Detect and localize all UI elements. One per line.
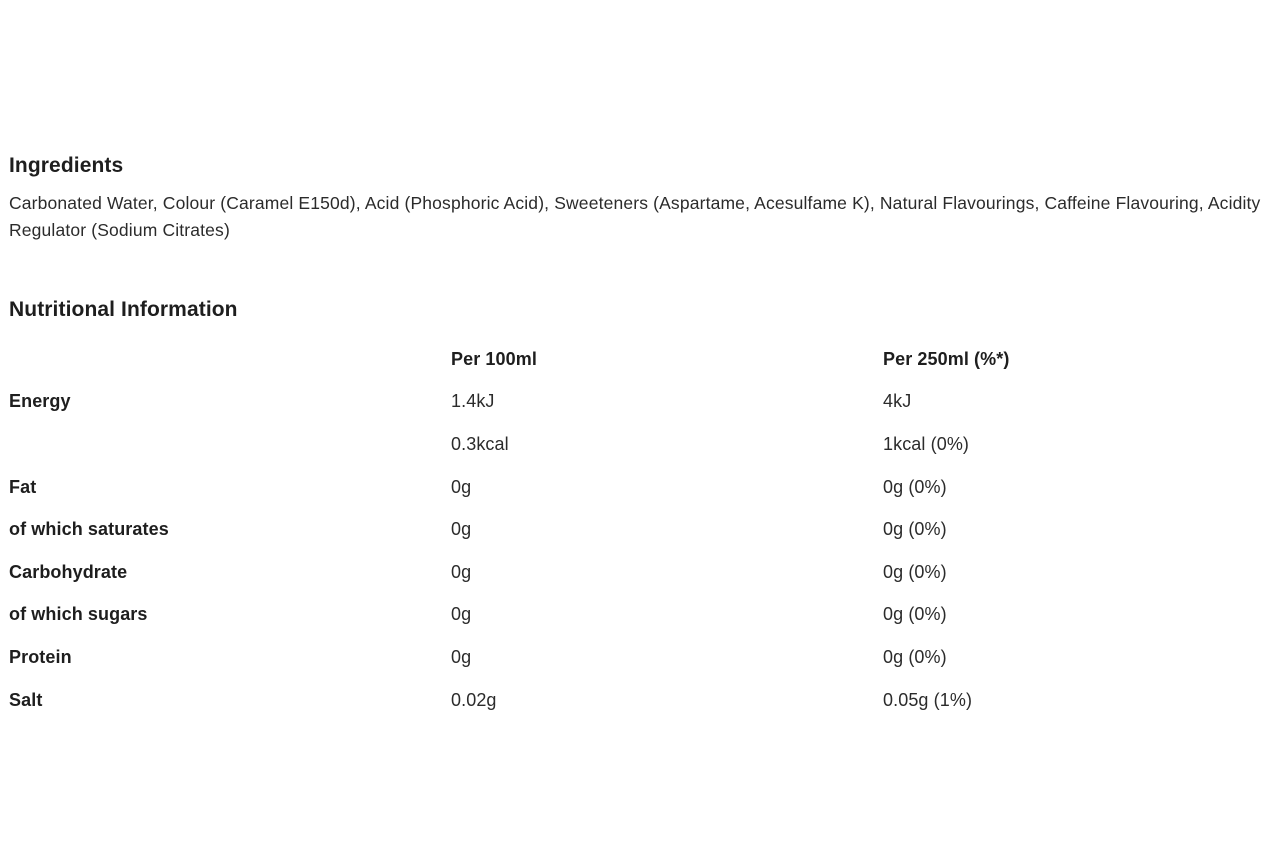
table-row <box>9 381 1280 424</box>
per-100ml-value: 0.3kcal <box>451 433 509 454</box>
row-label <box>9 423 451 466</box>
nutrition-header-row <box>9 338 1280 381</box>
table-row <box>9 636 1280 679</box>
per-250ml-value: 0g (0%) <box>883 646 947 667</box>
ingredients-text: Carbonated Water, Colour (Caramel E150d), Acid (Phosphoric Acid), Sweeteners (Aspartame, Acesulfame K), Natural Flavourings, Caffeine Flavouring, Acidity Regulator (Sodium Citrates) <box>9 193 1261 240</box>
per-100ml-value: 0g <box>451 561 472 582</box>
table-row <box>9 679 1280 722</box>
per-250ml-value: 1kcal (0%) <box>883 433 970 454</box>
nutrition-heading: Nutritional Information <box>9 298 238 321</box>
per-100ml-value: 1.4kJ <box>451 391 495 412</box>
header-per-100ml: Per 100ml <box>451 348 537 369</box>
row-label: Energy <box>9 391 71 412</box>
row-label: of which sugars <box>9 604 148 625</box>
product-info <box>9 152 1280 721</box>
row-label: Salt <box>9 689 43 710</box>
per-100ml-value: 0g <box>451 476 472 497</box>
per-100ml-value: 0g <box>451 604 472 625</box>
per-250ml-value: 4kJ <box>883 391 912 412</box>
table-row <box>9 551 1280 594</box>
table-row <box>9 466 1280 509</box>
per-250ml-value: 0.05g (1%) <box>883 689 973 710</box>
nutrition-table <box>9 338 1280 721</box>
table-row <box>9 594 1280 637</box>
per-250ml-value: 0g (0%) <box>883 476 947 497</box>
row-label: Fat <box>9 476 37 497</box>
row-label: of which saturates <box>9 519 169 540</box>
per-250ml-value: 0g (0%) <box>883 604 947 625</box>
row-label: Protein <box>9 646 72 667</box>
table-row <box>9 423 1280 466</box>
header-per-250ml: Per 250ml (%*) <box>883 348 1010 369</box>
per-250ml-value: 0g (0%) <box>883 561 947 582</box>
per-100ml-value: 0g <box>451 646 472 667</box>
per-250ml-value: 0g (0%) <box>883 519 947 540</box>
ingredients-heading: Ingredients <box>9 154 124 177</box>
ingredients-section <box>9 152 1280 244</box>
row-label: Carbohydrate <box>9 561 128 582</box>
nutrition-section <box>9 296 1280 721</box>
table-row <box>9 508 1280 551</box>
per-100ml-value: 0g <box>451 519 472 540</box>
header-nutrient <box>9 338 451 381</box>
per-100ml-value: 0.02g <box>451 689 497 710</box>
